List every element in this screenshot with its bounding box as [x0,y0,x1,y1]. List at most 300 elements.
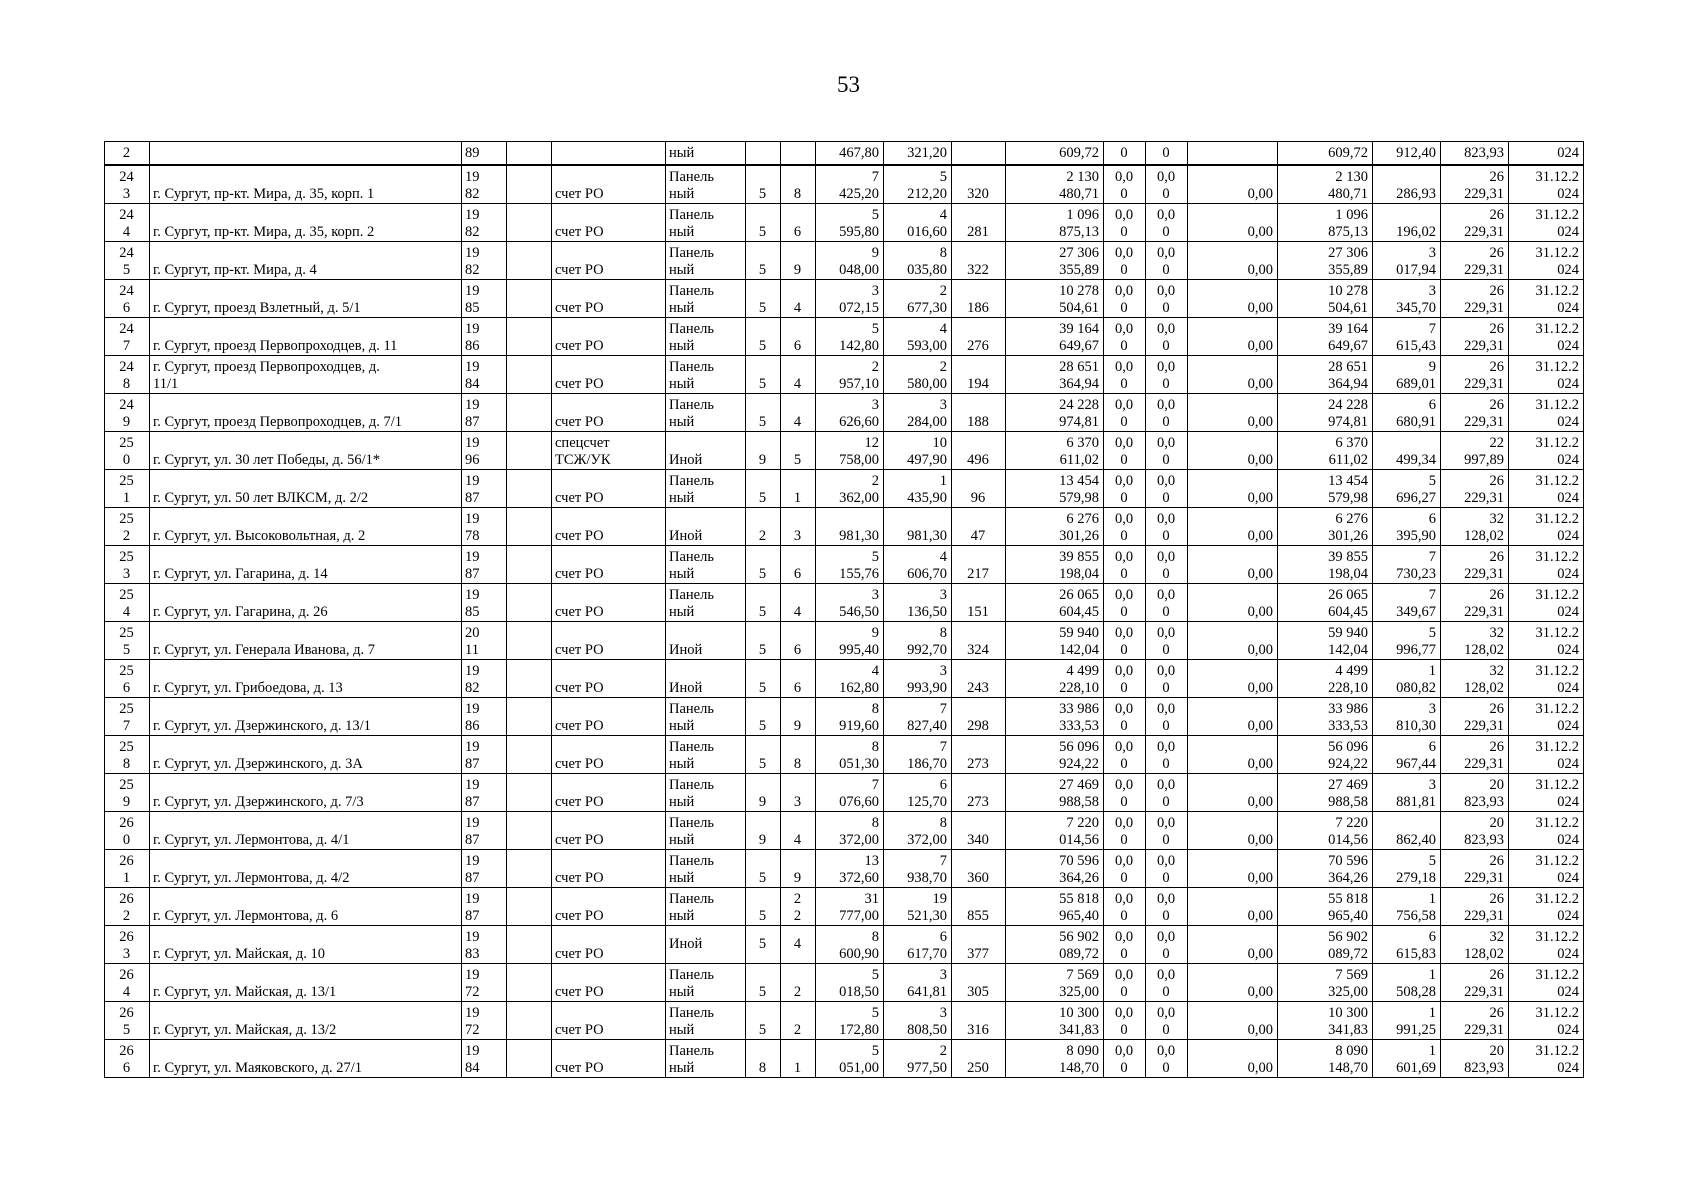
cell-unit-cost: 6 680,91 [1373,394,1441,432]
cell-wall-material: Панель ный [666,356,746,394]
cell-unit-cost: 5 996,77 [1373,622,1441,660]
cell-fund-share [1188,142,1278,166]
cell-entrances: 6 [781,546,816,584]
cell-limit-cost: 32 128,02 [1441,926,1509,964]
cell-fund-share: 0,00 [1188,204,1278,242]
cell-residents: 305 [952,964,1006,1002]
cell-entrances: 6 [781,204,816,242]
cell-build-year: 19 84 [462,356,507,394]
cell-wall-material: Иной [666,926,746,964]
cell-fund-share: 0,0 0 [1104,964,1146,1002]
cell-fund-share: 0,00 [1188,470,1278,508]
cell-owner-funds: 59 940 142,04 [1278,622,1373,660]
cell-address: г. Сургут, проезд Первопроходцев, д. 11 [150,318,462,356]
cell-fund-share: 0,0 0 [1104,622,1146,660]
cell-total-area: 5 018,50 [816,964,884,1002]
cell-fund-method: счет РО [552,546,666,584]
cell-row-number: 25 5 [105,622,150,660]
cell-floors: 5 [746,242,781,280]
cell-address: г. Сургут, пр-кт. Мира, д. 4 [150,242,462,280]
cell-fund-share: 0,0 0 [1146,470,1188,508]
cell-build-year: 19 87 [462,736,507,774]
cell-fund-share: 0,0 0 [1146,394,1188,432]
cell-living-area: 6 617,70 [884,926,952,964]
cell-fund-method: счет РО [552,698,666,736]
cell-fund-share: 0,00 [1188,926,1278,964]
cell-build-year: 19 87 [462,850,507,888]
cell-floors: 5 [746,888,781,926]
cell-total-area: 4 162,80 [816,660,884,698]
cell-wall-material: Панель ный [666,280,746,318]
cell-floors: 5 [746,470,781,508]
cell-fund-share: 0,0 0 [1104,165,1146,204]
cell-living-area: 5 212,20 [884,165,952,204]
cell-address: г. Сургут, ул. Грибоедова, д. 13 [150,660,462,698]
cell-fund-share: 0,0 0 [1104,432,1146,470]
cell-fund-share: 0,00 [1188,850,1278,888]
cell-total-cost: 1 096 875,13 [1006,204,1104,242]
cell-fund-method: счет РО [552,774,666,812]
cell-deadline: 31.12.2 024 [1509,165,1584,204]
cell-fund-share: 0,0 0 [1146,660,1188,698]
cell-fund-share: 0,0 0 [1104,546,1146,584]
cell-fund-share: 0,0 0 [1104,660,1146,698]
cell-blank [507,432,552,470]
table-row [105,318,1584,356]
table-row [105,622,1584,660]
cell-blank [507,1040,552,1078]
cell-row-number: 2 [105,142,150,166]
cell-total-cost: 609,72 [1006,142,1104,166]
cell-floors: 2 [746,508,781,546]
cell-build-year: 19 72 [462,964,507,1002]
cell-row-number: 25 0 [105,432,150,470]
cell-fund-share: 0 [1146,142,1188,166]
cell-fund-share: 0,00 [1188,774,1278,812]
cell-wall-material: Панель ный [666,850,746,888]
cell-fund-share: 0,0 0 [1104,280,1146,318]
cell-deadline: 024 [1509,142,1584,166]
cell-floors: 5 [746,736,781,774]
cell-unit-cost: 912,40 [1373,142,1441,166]
cell-blank [507,774,552,812]
cell-fund-share: 0,0 0 [1104,470,1146,508]
cell-blank [507,850,552,888]
cell-row-number: 26 2 [105,888,150,926]
cell-address: г. Сургут, ул. Майская, д. 13/1 [150,964,462,1002]
cell-fund-share: 0,0 0 [1146,432,1188,470]
cell-fund-share: 0,0 0 [1146,926,1188,964]
cell-fund-method: счет РО [552,660,666,698]
cell-deadline: 31.12.2 024 [1509,1002,1584,1040]
cell-row-number: 26 4 [105,964,150,1002]
cell-address: г. Сургут, ул. 50 лет ВЛКСМ, д. 2/2 [150,470,462,508]
cell-total-cost: 6 370 611,02 [1006,432,1104,470]
cell-blank [507,394,552,432]
cell-fund-share: 0,00 [1188,165,1278,204]
cell-floors [746,142,781,166]
cell-row-number: 25 2 [105,508,150,546]
cell-row-number: 24 6 [105,280,150,318]
cell-build-year: 19 85 [462,280,507,318]
cell-owner-funds: 7 569 325,00 [1278,964,1373,1002]
cell-fund-share: 0,00 [1188,888,1278,926]
cell-owner-funds: 39 164 649,67 [1278,318,1373,356]
cell-row-number: 25 4 [105,584,150,622]
cell-fund-method: счет РО [552,242,666,280]
cell-floors: 5 [746,204,781,242]
cell-blank [507,698,552,736]
cell-total-area: 8 600,90 [816,926,884,964]
cell-total-cost: 24 228 974,81 [1006,394,1104,432]
cell-row-number: 26 0 [105,812,150,850]
cell-row-number: 24 3 [105,165,150,204]
cell-unit-cost: 7 615,43 [1373,318,1441,356]
cell-total-area: 3 072,15 [816,280,884,318]
cell-total-cost: 27 306 355,89 [1006,242,1104,280]
cell-address: г. Сургут, ул. Дзержинского, д. 3А [150,736,462,774]
cell-address: г. Сургут, ул. Дзержинского, д. 13/1 [150,698,462,736]
cell-residents: 243 [952,660,1006,698]
cell-unit-cost: 3 810,30 [1373,698,1441,736]
cell-total-cost: 59 940 142,04 [1006,622,1104,660]
cell-row-number: 25 8 [105,736,150,774]
cell-residents: 360 [952,850,1006,888]
cell-fund-share: 0,00 [1188,622,1278,660]
cell-unit-cost: 5 696,27 [1373,470,1441,508]
cell-address: г. Сургут, ул. Гагарина, д. 14 [150,546,462,584]
cell-wall-material: Панель ный [666,698,746,736]
cell-blank [507,356,552,394]
cell-total-area: 5 595,80 [816,204,884,242]
cell-living-area: 4 016,60 [884,204,952,242]
cell-owner-funds: 10 300 341,83 [1278,1002,1373,1040]
cell-address: г. Сургут, ул. Лермонтова, д. 4/2 [150,850,462,888]
cell-deadline: 31.12.2 024 [1509,242,1584,280]
cell-residents: 316 [952,1002,1006,1040]
cell-living-area: 4 593,00 [884,318,952,356]
cell-total-cost: 13 454 579,98 [1006,470,1104,508]
cell-living-area: 7 938,70 [884,850,952,888]
cell-unit-cost: 1 601,69 [1373,1040,1441,1078]
cell-fund-share: 0,00 [1188,356,1278,394]
cell-living-area: 4 606,70 [884,546,952,584]
cell-unit-cost: 499,34 [1373,432,1441,470]
cell-floors: 5 [746,165,781,204]
cell-fund-method: счет РО [552,318,666,356]
cell-fund-share: 0,0 0 [1104,1002,1146,1040]
cell-total-area: 13 372,60 [816,850,884,888]
cell-living-area: 3 993,90 [884,660,952,698]
cell-owner-funds: 24 228 974,81 [1278,394,1373,432]
cell-wall-material: Панель ный [666,774,746,812]
cell-unit-cost: 9 689,01 [1373,356,1441,394]
cell-build-year: 19 84 [462,1040,507,1078]
cell-address [150,142,462,166]
cell-fund-share: 0,0 0 [1146,888,1188,926]
cell-limit-cost: 26 229,31 [1441,850,1509,888]
cell-deadline: 31.12.2 024 [1509,432,1584,470]
cell-limit-cost: 20 823,93 [1441,812,1509,850]
cell-wall-material: Панель ный [666,1040,746,1078]
cell-unit-cost: 3 345,70 [1373,280,1441,318]
cell-living-area: 3 284,00 [884,394,952,432]
cell-limit-cost: 26 229,31 [1441,736,1509,774]
cell-residents: 322 [952,242,1006,280]
cell-residents: 496 [952,432,1006,470]
cell-deadline: 31.12.2 024 [1509,774,1584,812]
cell-blank [507,622,552,660]
cell-entrances: 8 [781,736,816,774]
cell-living-area: 2 677,30 [884,280,952,318]
cell-living-area: 3 641,81 [884,964,952,1002]
cell-fund-share: 0,0 0 [1104,698,1146,736]
cell-total-area: 7 425,20 [816,165,884,204]
cell-fund-share: 0,00 [1188,964,1278,1002]
cell-fund-share: 0,0 0 [1146,812,1188,850]
table-row [105,142,1584,166]
cell-row-number: 26 3 [105,926,150,964]
cell-total-area: 12 758,00 [816,432,884,470]
cell-fund-method: счет РО [552,508,666,546]
cell-entrances: 2 [781,964,816,1002]
cell-entrances: 4 [781,356,816,394]
cell-limit-cost: 26 229,31 [1441,1002,1509,1040]
cell-build-year: 19 82 [462,242,507,280]
cell-deadline: 31.12.2 024 [1509,926,1584,964]
cell-limit-cost: 26 229,31 [1441,318,1509,356]
cell-living-area: 3 136,50 [884,584,952,622]
cell-limit-cost: 20 823,93 [1441,1040,1509,1078]
cell-build-year: 19 85 [462,584,507,622]
cell-fund-share: 0,0 0 [1104,850,1146,888]
cell-fund-share: 0,00 [1188,508,1278,546]
cell-unit-cost: 196,02 [1373,204,1441,242]
cell-residents: 855 [952,888,1006,926]
cell-owner-funds: 6 276 301,26 [1278,508,1373,546]
cell-fund-share: 0,0 0 [1146,318,1188,356]
cell-total-area: 5 172,80 [816,1002,884,1040]
cell-fund-share: 0,00 [1188,546,1278,584]
cell-owner-funds: 28 651 364,94 [1278,356,1373,394]
cell-entrances: 6 [781,660,816,698]
cell-wall-material: ный [666,142,746,166]
cell-row-number: 25 1 [105,470,150,508]
cell-fund-share: 0,0 0 [1104,1040,1146,1078]
cell-blank [507,926,552,964]
cell-build-year: 19 72 [462,1002,507,1040]
cell-unit-cost: 1 080,82 [1373,660,1441,698]
cell-unit-cost: 6 395,90 [1373,508,1441,546]
cell-fund-method: счет РО [552,280,666,318]
table-row [105,698,1584,736]
cell-entrances: 5 [781,432,816,470]
cell-deadline: 31.12.2 024 [1509,812,1584,850]
table-row [105,470,1584,508]
cell-build-year: 19 87 [462,888,507,926]
cell-wall-material: Иной [666,508,746,546]
cell-wall-material: Иной [666,432,746,470]
cell-floors: 5 [746,850,781,888]
cell-row-number: 24 4 [105,204,150,242]
cell-total-cost: 56 096 924,22 [1006,736,1104,774]
housing-register-table [104,141,1584,1078]
cell-wall-material: Иной [666,660,746,698]
cell-fund-share: 0,00 [1188,318,1278,356]
cell-fund-share: 0,0 0 [1104,204,1146,242]
cell-owner-funds: 26 065 604,45 [1278,584,1373,622]
cell-row-number: 25 6 [105,660,150,698]
cell-unit-cost: 7 349,67 [1373,584,1441,622]
cell-wall-material: Панель ный [666,888,746,926]
cell-fund-share: 0 [1104,142,1146,166]
cell-limit-cost: 26 229,31 [1441,888,1509,926]
cell-deadline: 31.12.2 024 [1509,698,1584,736]
cell-limit-cost: 26 229,31 [1441,165,1509,204]
cell-living-area: 8 035,80 [884,242,952,280]
cell-wall-material: Панель ный [666,204,746,242]
cell-row-number: 24 8 [105,356,150,394]
cell-fund-share: 0,0 0 [1104,888,1146,926]
cell-fund-share: 0,00 [1188,1040,1278,1078]
cell-limit-cost: 26 229,31 [1441,584,1509,622]
cell-residents: 188 [952,394,1006,432]
cell-total-area: 7 076,60 [816,774,884,812]
cell-total-cost: 39 164 649,67 [1006,318,1104,356]
cell-fund-share: 0,0 0 [1104,242,1146,280]
cell-limit-cost: 26 229,31 [1441,356,1509,394]
cell-residents: 377 [952,926,1006,964]
cell-floors: 5 [746,546,781,584]
cell-residents: 281 [952,204,1006,242]
cell-residents: 194 [952,356,1006,394]
cell-unit-cost: 3 017,94 [1373,242,1441,280]
cell-wall-material: Панель ный [666,318,746,356]
cell-fund-share: 0,0 0 [1104,926,1146,964]
cell-total-cost: 55 818 965,40 [1006,888,1104,926]
cell-deadline: 31.12.2 024 [1509,964,1584,1002]
cell-total-cost: 2 130 480,71 [1006,165,1104,204]
cell-address: г. Сургут, ул. Майская, д. 13/2 [150,1002,462,1040]
cell-blank [507,242,552,280]
cell-build-year: 19 82 [462,165,507,204]
cell-living-area: 10 497,90 [884,432,952,470]
cell-owner-funds: 7 220 014,56 [1278,812,1373,850]
cell-unit-cost: 286,93 [1373,165,1441,204]
cell-entrances: 2 [781,1002,816,1040]
cell-fund-share: 0,0 0 [1104,774,1146,812]
cell-deadline: 31.12.2 024 [1509,546,1584,584]
cell-total-area: 8 372,00 [816,812,884,850]
cell-owner-funds: 70 596 364,26 [1278,850,1373,888]
cell-address: г. Сургут, проезд Первопроходцев, д. 11/1 [150,356,462,394]
cell-limit-cost: 26 229,31 [1441,698,1509,736]
cell-blank [507,1002,552,1040]
table-row [105,546,1584,584]
cell-floors: 5 [746,926,781,964]
cell-entrances: 4 [781,926,816,964]
cell-fund-method: счет РО [552,622,666,660]
cell-living-area: 7 186,70 [884,736,952,774]
cell-fund-share: 0,0 0 [1146,356,1188,394]
cell-fund-share: 0,0 0 [1146,165,1188,204]
cell-build-year: 89 [462,142,507,166]
cell-residents: 186 [952,280,1006,318]
cell-total-cost: 26 065 604,45 [1006,584,1104,622]
cell-owner-funds: 8 090 148,70 [1278,1040,1373,1078]
table-row [105,394,1584,432]
cell-address: г. Сургут, ул. Лермонтова, д. 4/1 [150,812,462,850]
cell-limit-cost: 20 823,93 [1441,774,1509,812]
cell-residents: 273 [952,736,1006,774]
cell-build-year: 20 11 [462,622,507,660]
cell-build-year: 19 83 [462,926,507,964]
cell-fund-method: счет РО [552,1040,666,1078]
cell-fund-share: 0,00 [1188,280,1278,318]
cell-fund-share: 0,0 0 [1146,508,1188,546]
cell-unit-cost: 1 991,25 [1373,1002,1441,1040]
cell-total-cost: 7 220 014,56 [1006,812,1104,850]
cell-wall-material: Панель ный [666,394,746,432]
cell-total-cost: 10 300 341,83 [1006,1002,1104,1040]
cell-address: г. Сургут, пр-кт. Мира, д. 35, корп. 2 [150,204,462,242]
page-number: 53 [837,72,860,97]
cell-address: г. Сургут, ул. Высоковольтная, д. 2 [150,508,462,546]
cell-blank [507,470,552,508]
cell-fund-share: 0,00 [1188,1002,1278,1040]
cell-total-cost: 70 596 364,26 [1006,850,1104,888]
cell-deadline: 31.12.2 024 [1509,888,1584,926]
cell-living-area: 7 827,40 [884,698,952,736]
cell-floors: 9 [746,432,781,470]
cell-floors: 5 [746,622,781,660]
cell-fund-method: спецсчет ТСЖ/УК [552,432,666,470]
cell-wall-material: Панель ный [666,736,746,774]
cell-wall-material: Панель ный [666,546,746,584]
cell-row-number: 26 5 [105,1002,150,1040]
cell-fund-share: 0,00 [1188,394,1278,432]
cell-fund-share: 0,0 0 [1146,280,1188,318]
table-row [105,165,1584,204]
cell-row-number: 25 9 [105,774,150,812]
cell-build-year: 19 86 [462,318,507,356]
cell-limit-cost: 26 229,31 [1441,204,1509,242]
cell-deadline: 31.12.2 024 [1509,508,1584,546]
cell-entrances: 9 [781,850,816,888]
cell-unit-cost: 1 756,58 [1373,888,1441,926]
cell-fund-share: 0,0 0 [1146,698,1188,736]
cell-deadline: 31.12.2 024 [1509,660,1584,698]
cell-limit-cost: 32 128,02 [1441,660,1509,698]
cell-floors: 9 [746,774,781,812]
cell-total-area: 5 142,80 [816,318,884,356]
cell-build-year: 19 87 [462,774,507,812]
cell-floors: 5 [746,660,781,698]
cell-total-cost: 39 855 198,04 [1006,546,1104,584]
table-row [105,1040,1584,1078]
cell-fund-share: 0,0 0 [1146,964,1188,1002]
cell-row-number: 25 3 [105,546,150,584]
cell-total-area: 8 919,60 [816,698,884,736]
cell-floors: 5 [746,964,781,1002]
cell-fund-method: счет РО [552,356,666,394]
cell-blank [507,508,552,546]
table-row [105,964,1584,1002]
cell-row-number: 25 7 [105,698,150,736]
cell-owner-funds: 6 370 611,02 [1278,432,1373,470]
cell-limit-cost: 22 997,89 [1441,432,1509,470]
cell-deadline: 31.12.2 024 [1509,584,1584,622]
